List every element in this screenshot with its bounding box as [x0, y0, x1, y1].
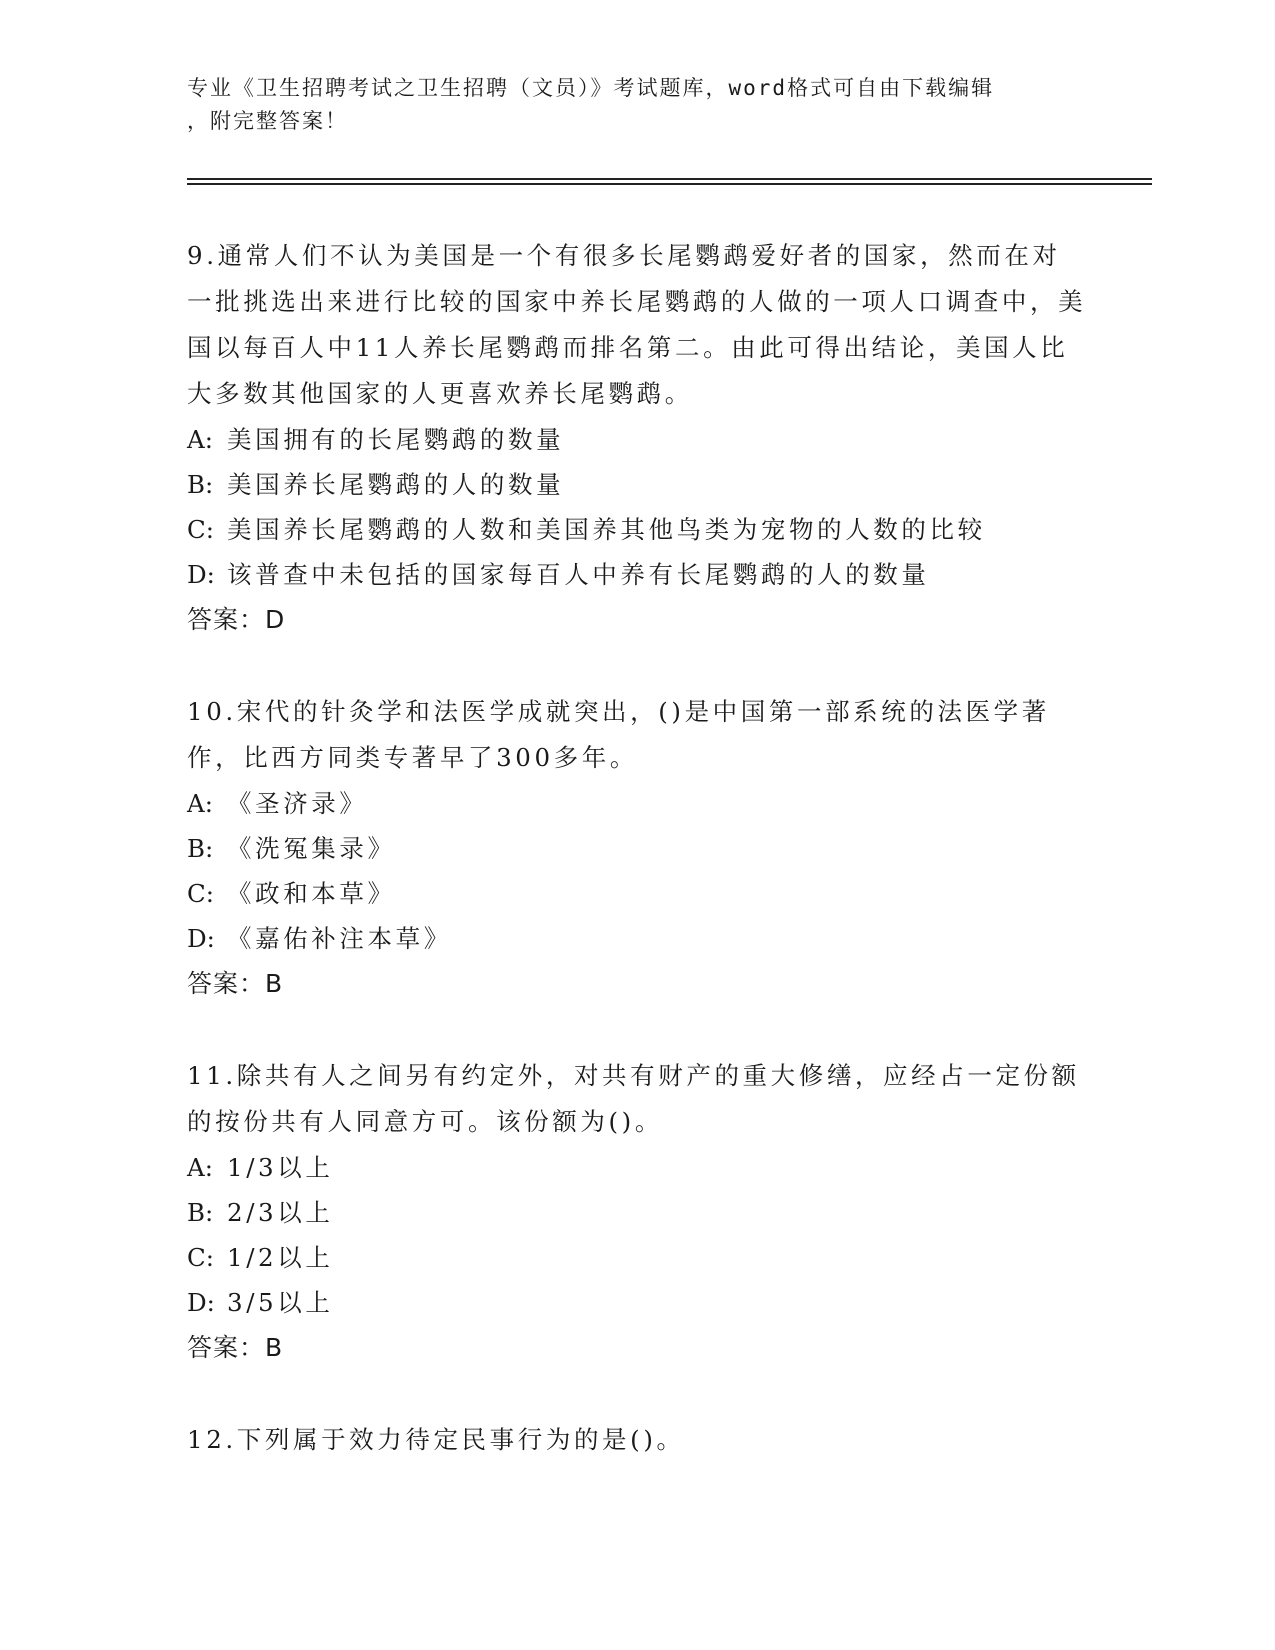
question-11	[187, 1053, 1087, 1371]
question-12	[187, 1417, 1087, 1463]
option-b	[187, 826, 1087, 871]
option-text: 1/3以上	[227, 1153, 334, 1182]
header-divider-top	[187, 178, 1152, 180]
option-text: 美国养长尾鹦鹉的人数和美国养其他鸟类为宠物的人数的比较	[227, 515, 986, 544]
option-c	[187, 871, 1087, 916]
option-letter: B:	[187, 834, 214, 863]
option-text: 《嘉佑补注本草》	[227, 924, 452, 953]
option-b	[187, 1190, 1087, 1235]
question-10	[187, 689, 1087, 1007]
question-stem: 11.除共有人之间另有约定外，对共有财产的重大修缮，应经占一定份额的按份共有人同意方可。该份额为()。	[187, 1061, 1080, 1136]
option-letter: A:	[187, 425, 213, 454]
option-a	[187, 417, 1087, 462]
option-text: 1/2以上	[227, 1243, 334, 1272]
option-letter: A:	[187, 1153, 213, 1182]
document-header	[187, 72, 1067, 138]
option-letter: B:	[187, 470, 214, 499]
header-divider-bottom	[187, 183, 1152, 185]
question-stem: 10.宋代的针灸学和法医学成就突出，()是中国第一部系统的法医学著作，比西方同类专著早了300多年。	[187, 697, 1050, 772]
answer-label: 答案：D	[187, 605, 286, 634]
option-text: 《洗冤集录》	[227, 834, 396, 863]
header-line-2: ，附完整答案！	[187, 109, 348, 133]
option-letter: C:	[187, 1243, 215, 1272]
option-letter: D:	[187, 1288, 215, 1317]
option-text: 3/5以上	[227, 1288, 334, 1317]
header-line-1: 专业《卫生招聘考试之卫生招聘（文员）》考试题库，word格式可自由下载编辑	[187, 76, 995, 100]
option-letter: D:	[187, 924, 215, 953]
option-text: 美国拥有的长尾鹦鹉的数量	[227, 425, 565, 454]
option-c	[187, 1235, 1087, 1280]
option-c	[187, 507, 1087, 552]
option-d	[187, 916, 1087, 961]
option-text: 《政和本草》	[227, 879, 396, 908]
option-text: 美国养长尾鹦鹉的人的数量	[227, 470, 565, 499]
option-text: 2/3以上	[227, 1198, 334, 1227]
option-text: 《圣济录》	[227, 789, 368, 818]
option-b	[187, 462, 1087, 507]
option-d	[187, 1280, 1087, 1325]
option-a	[187, 1145, 1087, 1190]
option-text: 该普查中未包括的国家每百人中养有长尾鹦鹉的人的数量	[227, 560, 930, 589]
option-letter: A:	[187, 789, 213, 818]
question-stem: 12.下列属于效力待定民事行为的是()。	[187, 1425, 685, 1454]
question-9	[187, 233, 1087, 643]
option-letter: C:	[187, 879, 215, 908]
question-stem: 9.通常人们不认为美国是一个有很多长尾鹦鹉爱好者的国家，然而在对一批挑选出来进行比较的国家中养长尾鹦鹉的人做的一项人口调查中，美国以每百人中11人养长尾鹦鹉而排名第二。由此可得出结论，美国人比大多数其他国家的人更喜欢养长尾鹦鹉。	[187, 241, 1087, 408]
answer-label: 答案：B	[187, 969, 284, 998]
option-d	[187, 552, 1087, 597]
option-letter: B:	[187, 1198, 214, 1227]
option-letter: D:	[187, 560, 215, 589]
answer-label: 答案：B	[187, 1333, 284, 1362]
option-a	[187, 781, 1087, 826]
option-letter: C:	[187, 515, 215, 544]
